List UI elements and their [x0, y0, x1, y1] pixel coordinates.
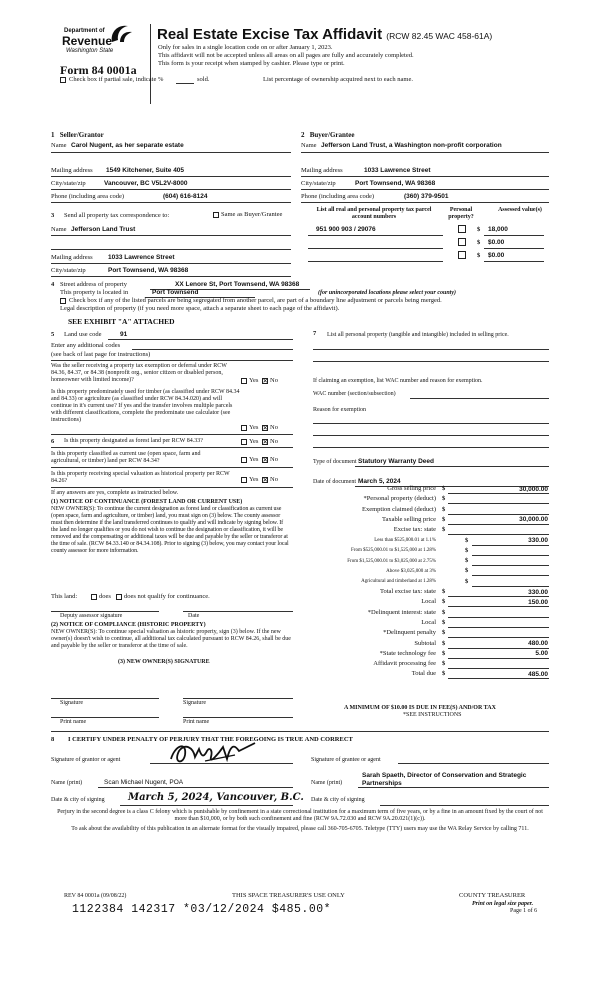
sold-label: sold.	[197, 76, 210, 83]
section3-city-value: Port Townsend, WA 98368	[108, 267, 189, 274]
does-label: does	[99, 593, 111, 600]
notice2-body: NEW OWNER(S): To continue special valuation as historic property, sign (3) below. If the new owner(s) doesn't wish to continue, all additional tax calculated pursuant to RCW 84.26, shall be due and payable by the seller or transferor at the time of sale.	[51, 629, 291, 649]
certify-statement: I CERTIFY UNDER PENALTY OF PERJURY THAT THE FOREGOING IS TRUE AND CORRECT	[68, 736, 353, 743]
minimum-notice: A MINIMUM OF $10.00 IS DUE IN FEE(S) AND/OR TAX	[344, 705, 496, 711]
owner-print-label-1: Print name	[60, 719, 87, 725]
tax-row-dollar: $	[442, 526, 446, 534]
form-title: Real Estate Excise Tax Affidavit (RCW 82.45 WAC 458-61A)	[157, 26, 493, 43]
grantee-date-label: Date & city of signing	[311, 797, 365, 803]
seller-city-value: Vancouver, BC V5L2V-8000	[104, 180, 188, 187]
tax-row-dollar: $	[442, 670, 446, 678]
notice2-title: (2) NOTICE OF COMPLIANCE (HISTORIC PROPERTY)	[51, 622, 206, 628]
additional-codes-label: Enter any additional codes	[51, 342, 121, 349]
tax-row-dollar: $	[465, 577, 469, 585]
owner-print-label-2: Print name	[183, 719, 210, 725]
tax-row-value: 330.00	[528, 537, 548, 544]
same-as-buyer-label: Same as Buyer/Grantee	[221, 211, 283, 218]
notice1-body: NEW OWNER(S): To continue the current designation as forest land or classification as current use (open space, farm and agriculture, or timber) land, you must sign on (3) below. The county assessor must then determine if the land transferred continues to qualify and will indicate by signing below. If the land no longer qualifies or you do not wish to continue the designation or classification, it will be removed and the compensating or additional taxes will be due and payable by the seller or transferor at the time of sale. (RCW 84.33.140 or 84.34.108). Prior to signing (3) below, you may contact your local county assessor for more information.	[51, 506, 289, 554]
buyer-name-value: Jefferson Land Trust, a Washington non-profit corporation	[321, 142, 502, 149]
q-current-use: Is this property classified as current use (open space, farm and agricultural, or timber) land per RCW 84.34?	[51, 451, 201, 464]
doc-date-value: March 5, 2024	[358, 478, 401, 485]
grantor-name-label: Name (print)	[51, 780, 83, 786]
q5-yes-label: Yes	[249, 476, 259, 483]
seller-mailing-value: 1549 Kitchener, Suite 405	[106, 167, 185, 174]
owner-signature-label-2: Signature	[183, 700, 206, 706]
tax-row-label: Affidavit processing fee	[373, 660, 436, 668]
owner-signature-label-1: Signature	[60, 700, 83, 706]
wac-label: WAC number (section/subsection)	[313, 391, 396, 397]
grantor-signature	[165, 737, 265, 769]
located-note: (for unincorporated locations please select your county)	[318, 290, 456, 296]
tax-row-value: 480.00	[528, 640, 548, 647]
tax-row-label: Local	[421, 598, 436, 606]
section6-num: 6	[51, 438, 55, 445]
q2-yes-label: Yes	[249, 424, 259, 431]
tax-row-label: Less than $525,000.01 at 1.1%	[374, 538, 436, 543]
parcel-number-1: 951 900 903 / 29076	[316, 226, 376, 233]
personal-property-checkbox-3[interactable]	[458, 251, 466, 259]
q1-no-label: No	[270, 377, 278, 384]
tax-row-dollar: $	[442, 495, 446, 503]
see-instructions: *SEE INSTRUCTIONS	[403, 712, 462, 718]
see-back-label: (see back of last page for instructions)	[51, 351, 151, 358]
revenue-label: Revenue	[62, 34, 113, 48]
q2-yes-checkbox[interactable]	[241, 425, 247, 431]
form-number: Form 84 0001a	[60, 63, 137, 77]
tax-row-label: Taxable selling price	[381, 515, 436, 523]
doc-date-label: Date of document	[313, 479, 356, 485]
if-yes-note: If any answers are yes, complete as instructed below.	[51, 490, 179, 496]
street-value: XX Lenore St, Port Townsend, WA 98368	[175, 281, 300, 288]
personal-property-checkbox-1[interactable]	[458, 225, 466, 233]
grantee-name-value: Sarah Spaeth, Director of Conservation and Strategic Partnerships	[362, 772, 527, 787]
tax-row-label: From $525,000.01 to $1,525,000 at 1.28%	[351, 548, 436, 554]
exemption-label: If claiming an exemption, list WAC number and reason for exemption.	[313, 378, 483, 384]
grantor-date-value: March 5, 2024, Vancouver, B.C.	[128, 792, 304, 803]
tax-row-value: 5.00	[535, 650, 548, 658]
q5-yes-checkbox[interactable]	[241, 477, 247, 483]
seller-city-label: City/state/zip	[51, 180, 86, 187]
grantor-name-value: Scan Michael Nugent, POA	[104, 779, 184, 786]
tax-row-value: 485.00	[528, 670, 548, 678]
treasurer-use-label: THIS SPACE TREASURER'S USE ONLY	[232, 892, 345, 899]
tax-row-dollar: $	[442, 649, 446, 657]
q-historic: Is this property receiving special valuation as historical property per RCW 84.26?	[51, 471, 230, 484]
seller-mailing-label: Mailing address	[51, 167, 93, 174]
tax-row-label: Above $3,025,000 at 3%	[386, 568, 436, 574]
section3-mailing-label: Mailing address	[51, 254, 93, 261]
deputy-date-label: Date	[188, 613, 200, 619]
located-label: This property is located in	[60, 289, 129, 296]
tax-row-value: 30,000.00	[519, 485, 548, 493]
q-forest-land: Is this property designated as forest land per RCW 84.33?	[64, 438, 203, 444]
tax-row-label: Subtotal	[414, 639, 436, 647]
section7-num: 7	[313, 330, 317, 337]
q4-yes-checkbox[interactable]	[241, 457, 247, 463]
buyer-phone-value: (360) 379-9501	[404, 193, 449, 200]
dept-label: Department of	[64, 28, 105, 34]
tax-row-dollar: $	[442, 485, 446, 492]
tax-row-dollar: $	[442, 598, 446, 606]
personal-property-checkbox-2[interactable]	[458, 238, 466, 246]
buyer-heading: 2 Buyer/Grantee	[301, 131, 355, 139]
partial-sale-checkbox[interactable]	[60, 77, 66, 83]
q2-no-label: No	[270, 424, 278, 431]
assessed-dollar-2: $	[477, 239, 481, 246]
tax-row-dollar: $	[465, 536, 469, 544]
does-not-checkbox[interactable]	[116, 594, 122, 600]
section3-label: Send all property tax correspondence to:	[64, 212, 170, 219]
tax-row-dollar: $	[465, 546, 469, 554]
q1-no-checkbox[interactable]	[262, 378, 268, 384]
grantee-name-label: Name (print)	[311, 780, 343, 786]
section3-name-value: Jefferson Land Trust	[71, 226, 136, 233]
tax-row-dollar: $	[442, 660, 446, 668]
section5-num: 5	[51, 331, 55, 338]
legal-paper-note: Print on legal size paper.	[472, 901, 534, 907]
seller-phone-label: Phone (including area code)	[51, 193, 125, 200]
this-land-label: This land:	[51, 593, 78, 600]
tax-row-label: *Delinquent interest: state	[367, 608, 436, 616]
page-number: Page 1 of 6	[510, 908, 538, 914]
tax-row-label: Gross selling price	[387, 485, 436, 492]
land-use-label: Land use code	[64, 331, 102, 338]
tax-row-value: 30,000.00	[519, 516, 548, 524]
tax-row-dollar: $	[442, 608, 446, 616]
tax-row-dollar: $	[465, 567, 469, 575]
personal-property-label: List all personal property (tangible and intangible) included in selling price.	[327, 332, 509, 338]
buyer-name-label: Name	[301, 142, 317, 149]
grantee-signature-label: Signature of grantee or agent	[311, 757, 381, 763]
tax-row-label: Excise tax: state	[393, 526, 436, 534]
section3-city-label: City/state/zip	[51, 267, 86, 274]
seller-heading: 1 Seller/Grantor	[51, 131, 104, 139]
note-3: This form is your receipt when stamped by cashier. Please type or print.	[158, 60, 345, 67]
q4-no-label: No	[270, 456, 278, 463]
q-exemption-deferral: Was the seller receiving a property tax exemption or deferral under RCW 84.36, 84.37, or 84.38 (nonprofit org., senior citizen or disabled person, homeowner with limited income)?	[51, 363, 227, 383]
revision-label: REV 84 0001a (09/08/22)	[64, 893, 127, 899]
q3-no-label: No	[270, 438, 278, 445]
tax-row-dollar: $	[442, 588, 446, 595]
seller-name-label: Name	[51, 142, 67, 149]
q5-no-checkbox[interactable]	[262, 477, 268, 483]
grantor-signature-label: Signature of grantor or agent	[51, 757, 121, 763]
section3-num: 3	[51, 212, 55, 219]
tax-row-label: Total excise tax: state	[379, 588, 436, 595]
q2-no-checkbox[interactable]	[262, 425, 268, 431]
doc-type-value: Statutory Warranty Deed	[358, 458, 434, 465]
legal-description-label: Legal description of property (if you need more space, attach a separate sheet to each page of the affidavit).	[60, 305, 340, 312]
tax-row-label: Local	[421, 618, 436, 626]
tax-row-dollar: $	[442, 629, 446, 637]
assessed-dollar-3: $	[477, 252, 481, 259]
partial-sale-label: Check box if partial sale, indicate %	[69, 76, 164, 83]
notice3-title: (3) NEW OWNER(S) SIGNATURE	[118, 659, 210, 665]
deputy-signature-label: Deputy assessor signature	[60, 613, 123, 619]
section3-name-label: Name	[51, 226, 67, 233]
tax-row-label: Agricultural and timberland at 1.28%	[361, 579, 436, 585]
q1-yes-label: Yes	[249, 377, 259, 384]
segregated-checkbox[interactable]	[60, 298, 66, 304]
perjury-notice: Perjury in the second degree is a class C felony which is punishable by confinement in a state correctional institution for a maximum term of five years, or by a fine in an amount fixed by the court of not more than $10,000, or by both such confinement and fine (RCW 9A.72.030 and RCW 9A.20.021(1)(c)).	[57, 809, 543, 822]
assessed-dollar-1: $	[477, 226, 481, 233]
buyer-city-label: City/state/zip	[301, 180, 336, 187]
ownership-note: List percentage of ownership acquired next to each name.	[263, 76, 413, 83]
seller-phone-value: (604) 616-8124	[163, 193, 208, 200]
tax-row-value: 330.00	[528, 588, 548, 596]
buyer-mailing-label: Mailing address	[301, 167, 343, 174]
tax-row-label: *Delinquent penalty	[383, 629, 436, 637]
q5-no-label: No	[270, 476, 278, 483]
buyer-mailing-value: 1033 Lawrence Street	[364, 167, 431, 174]
county-treasurer-label: COUNTY TREASURER	[459, 892, 526, 899]
reason-label: Reason for exemption	[313, 407, 366, 413]
land-use-value: 91	[120, 331, 128, 338]
grantor-date-label: Date & city of signing	[51, 797, 105, 803]
assessed-value-3: $0.00	[488, 252, 505, 259]
revenue-swirl-icon	[108, 22, 134, 46]
buyer-city-value: Port Townsend, WA 98368	[355, 180, 436, 187]
exhibit-value: SEE EXHIBIT "A" ATTACHED	[68, 317, 175, 326]
section3-mailing-value: 1033 Lawrence Street	[108, 254, 175, 261]
parcel-col-personal: Personal property?	[448, 207, 474, 220]
doc-type-label: Type of document	[313, 459, 357, 465]
notice1-title: (1) NOTICE OF CONTINUANCE (FOREST LAND OR CURRENT USE)	[51, 499, 243, 505]
located-value: Port Townsend	[152, 289, 199, 296]
tax-row-dollar: $	[465, 557, 469, 565]
tax-row-dollar: $	[442, 639, 446, 647]
tax-row-label: From $1,525,000.01 to $3,025,000 at 2.75%	[347, 558, 436, 564]
tax-row-label: *State technology fee	[379, 649, 436, 657]
buyer-phone-label: Phone (including area code)	[301, 193, 375, 200]
tax-row-label: *Personal property (deduct)	[363, 495, 436, 503]
parcel-col-numbers: List all real and personal property tax parcel account numbers	[316, 207, 432, 220]
q1-yes-checkbox[interactable]	[241, 378, 247, 384]
treasurer-stamp: 1122384 142317 *03/12/2024 $485.00*	[72, 903, 332, 916]
assessed-value-2: $0.00	[488, 239, 505, 246]
assessed-value-1: 18,000	[488, 226, 508, 233]
section4-num: 4	[51, 281, 55, 288]
seller-name-value: Carol Nugent, as her separate estate	[71, 142, 184, 149]
q4-no-checkbox[interactable]	[262, 457, 268, 463]
tax-row-label: Exemption claimed (deduct)	[361, 505, 436, 513]
parcel-col-assessed: Assessed value(s)	[498, 207, 542, 213]
q3-no-checkbox[interactable]	[262, 439, 268, 445]
tax-row-label: Total due	[411, 670, 436, 678]
revenue-logo	[60, 22, 135, 58]
q-timber-agriculture: Is this property predominately used for timber (as classified under RCW 84.34 and 84.33) or agriculture (as classified under RCW 84.34.020) and will continue in it's current use? If yes and the transfer involves multiple parcels with different classifications, complete the predominate use calculator (see instructions)	[51, 389, 240, 423]
section8-num: 8	[51, 736, 55, 743]
note-2: This affidavit will not be accepted unless all areas on all pages are fully and accurately completed.	[158, 52, 414, 59]
q3-yes-checkbox[interactable]	[241, 439, 247, 445]
q3-yes-label: Yes	[249, 438, 259, 445]
does-checkbox[interactable]	[91, 594, 97, 600]
tax-row-dollar: $	[442, 515, 446, 523]
tax-row-dollar: $	[442, 618, 446, 626]
tax-row-value: 150.00	[528, 598, 548, 606]
does-not-label: does not qualify for continuance.	[124, 593, 210, 600]
state-label: Washington State	[66, 48, 114, 54]
street-label: Street address of property	[60, 281, 127, 288]
same-as-buyer-checkbox[interactable]	[213, 212, 219, 218]
segregated-label: Check box if any of the listed parcels are being segregated from another parcel, are part of a boundary line adjustment or parcels being merged.	[69, 297, 442, 304]
availability-notice: To ask about the availability of this publication in an alternate format for the visually impaired, please call 360-705-6705. Teletype (TTY) users may use the WA Relay Service by calling 711.	[71, 826, 529, 832]
note-1: Only for sales in a single location code on or after January 1, 2023.	[158, 44, 333, 51]
q4-yes-label: Yes	[249, 456, 259, 463]
tax-row-dollar: $	[442, 505, 446, 513]
